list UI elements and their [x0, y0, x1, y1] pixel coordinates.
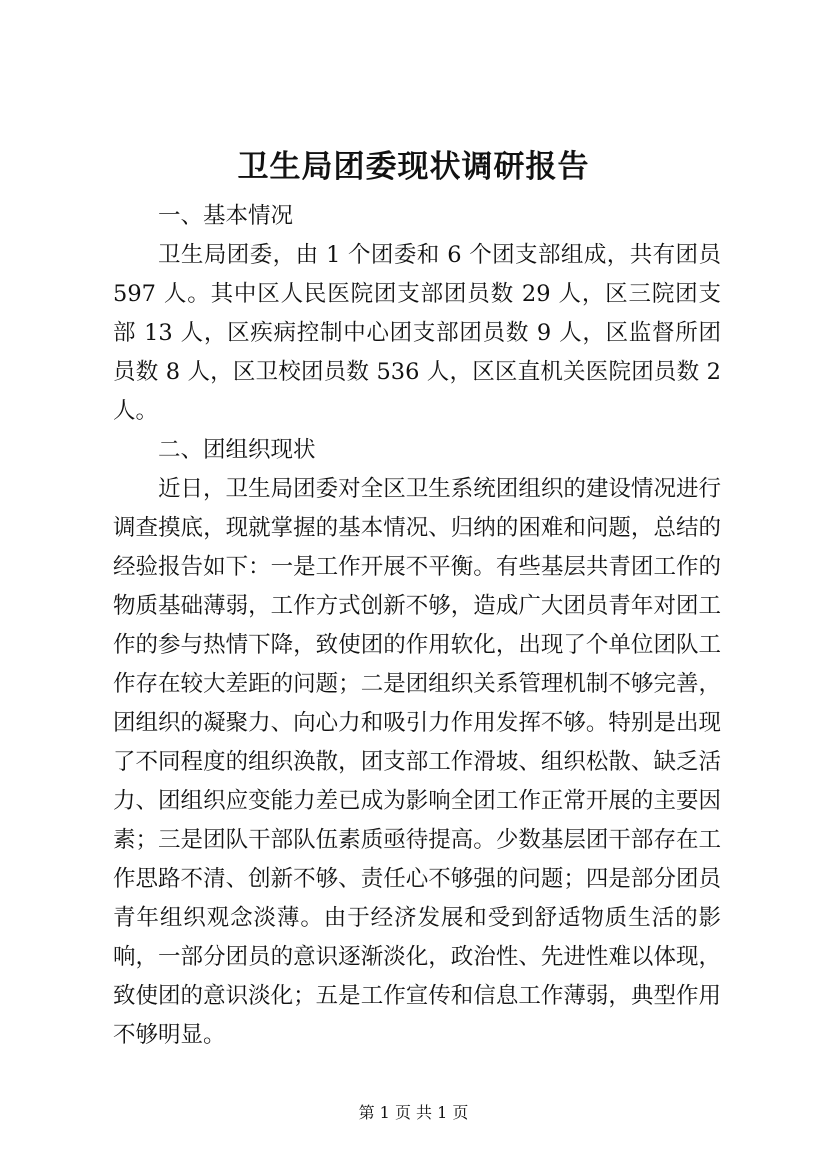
- paragraph-basic-info: 卫生局团委，由 1 个团委和 6 个团支部组成，共有团员 597 人。其中区人民医院团支部团员数 29 人，区三院团支部 13 人，区疾病控制中心团支部团员数 9 人，区监督所团员数 8 人，区卫校团员数 536 人，区区直机关医院团员数 2 人。: [113, 242, 721, 424]
- section-heading-org-status: 二、团组织现状: [158, 437, 316, 463]
- document-body: [113, 197, 721, 1055]
- page-number-footer: 第 1 页 共 1 页: [358, 1103, 469, 1122]
- document-title: 卫生局团委现状调研报告: [237, 149, 590, 185]
- section-heading-basic-info: 一、基本情况: [158, 203, 294, 229]
- paragraph-org-status: 近日，卫生局团委对全区卫生系统团组织的建设情况进行调查摸底，现就掌握的基本情况、归纳的困难和问题，总结的经验报告如下：一是工作开展不平衡。有些基层共青团工作的物质基础薄弱，工作方式创新不够，造成广大团员青年对团工作的参与热情下降，致使团的作用软化，出现了个单位团队工作存在较大差距的问题；二是团组织关系管理机制不够完善，团组织的凝聚力、向心力和吸引力作用发挥不够。特别是出现了不同程度的组织涣散，团支部工作滑坡、组织松散、缺乏活力、团组织应变能力差已成为影响全团工作正常开展的主要因素；三是团队干部队伍素质亟待提高。少数基层团干部存在工作思路不清、创新不够、责任心不够强的问题；四是部分团员青年组织观念淡薄。由于经济发展和受到舒适物质生活的影响，一部分团员的意识逐渐淡化，政治性、先进性难以体现，致使团的意识淡化；五是工作宣传和信息工作薄弱，典型作用不够明显。: [113, 476, 721, 1048]
